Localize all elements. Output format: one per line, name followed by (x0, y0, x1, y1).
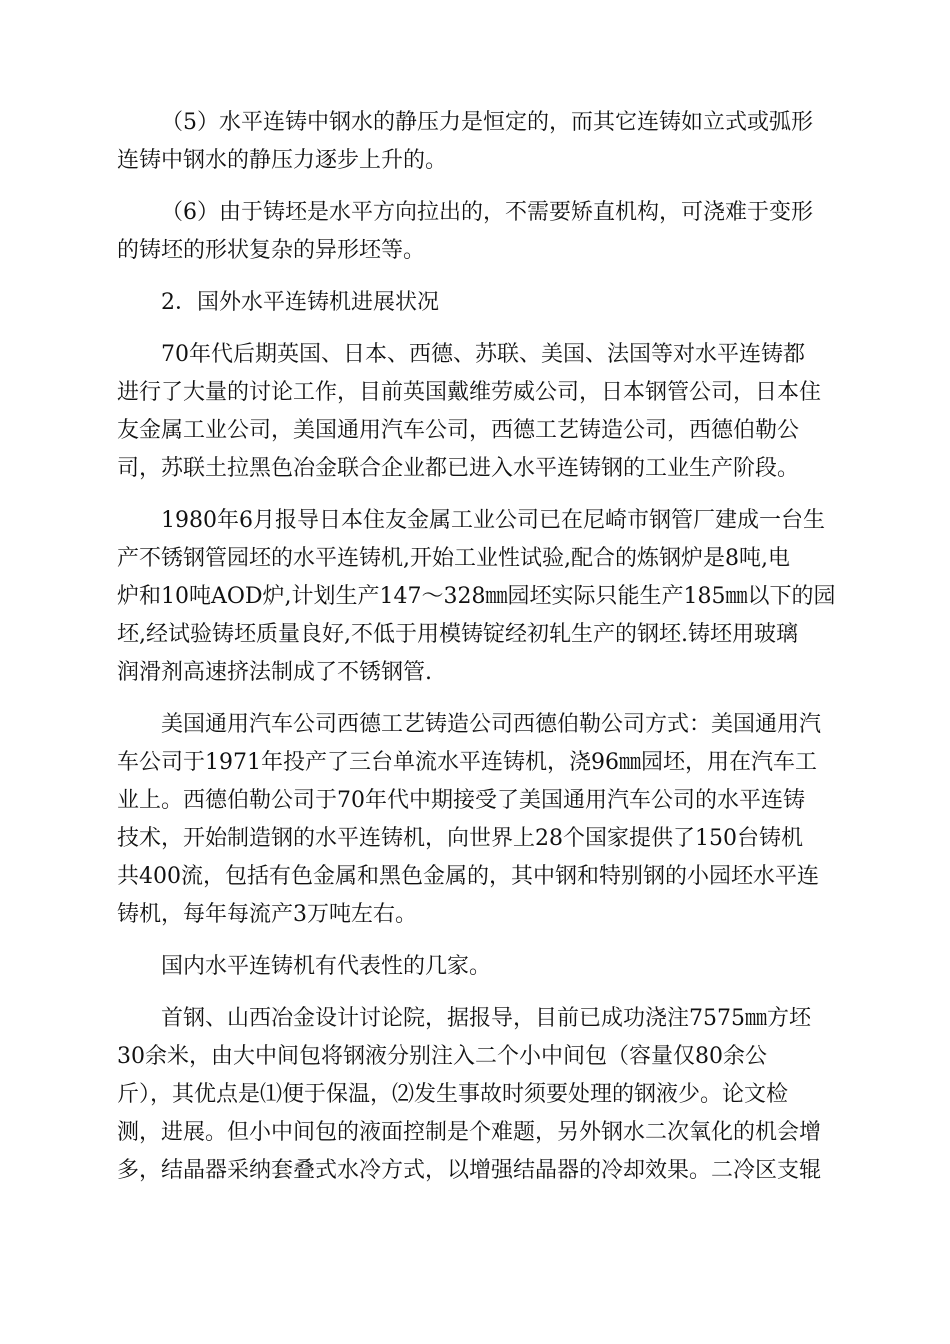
paragraph-foreign-research (117, 336, 833, 488)
text-line: 进行了大量的讨论工作，目前英国戴维劳威公司，日本钢管公司，日本住 (117, 380, 822, 405)
text-line: 技术，开始制造钢的水平连铸机，向世界上28个国家提供了150台铸机 (117, 826, 803, 851)
text-line: 车公司于1971年投产了三台单流水平连铸机，浇96㎜园坯，用在汽车工 (117, 750, 817, 775)
text-line: （5）水平连铸中钢水的静压力是恒定的，而其它连铸如立式或弧形 (161, 110, 813, 135)
text-line: 1980年6月报导日本住友金属工业公司已在尼崎市钢管厂建成一台生 (161, 508, 825, 533)
paragraph-item-5 (117, 104, 833, 180)
document-page (117, 104, 836, 1204)
text-line: 国内水平连铸机有代表性的几家。 (161, 954, 492, 979)
text-line: 业上。西德伯勒公司于70年代中期接受了美国通用汽车公司的水平连铸 (117, 788, 805, 813)
text-line: 多，结晶器采纳套叠式水冷方式，以增强结晶器的冷却效果。二冷区支辊 (117, 1158, 822, 1183)
text-line: 坯,经试验铸坯质量良好,不低于用模铸锭经初轧生产的钢坯.铸坯用玻璃 (117, 622, 798, 647)
paragraph-domestic-intro (117, 948, 833, 986)
text-line: 30余米，由大中间包将钢液分别注入二个小中间包（容量仅80余公 (117, 1044, 767, 1069)
text-line: 测，进展。但小中间包的液面控制是个难题，另外钢水二次氧化的机会增 (117, 1120, 822, 1145)
text-line: 的铸坯的形状复杂的异形坯等。 (117, 238, 426, 263)
text-line: 铸机，每年每流产3万吨左右。 (117, 902, 417, 927)
paragraph-item-6 (117, 194, 833, 270)
text-line: 友金属工业公司，美国通用汽车公司，西德工艺铸造公司，西德伯勒公 (117, 418, 800, 443)
text-line: 润滑剂高速挤法制成了不锈钢管. (117, 660, 432, 685)
paragraph-general-motors (117, 706, 833, 934)
text-line: 斤），其优点是⑴便于保温，⑵发生事故时须要处理的钢液少。论文检 (117, 1082, 789, 1107)
paragraph-shougang (117, 1000, 833, 1190)
section-heading (117, 284, 833, 322)
text-line: （6）由于铸坯是水平方向拉出的，不需要矫直机构，可浇难于变形 (161, 200, 813, 225)
text-line: 70年代后期英国、日本、西德、苏联、美国、法国等对水平连铸都 (161, 342, 805, 367)
heading-text: 2．国外水平连铸机进展状况 (161, 290, 439, 315)
text-line: 司，苏联土拉黑色冶金联合企业都已进入水平连铸钢的工业生产阶段。 (117, 456, 800, 481)
text-line: 产不锈钢管园坯的水平连铸机,开始工业性试验,配合的炼钢炉是8吨,电 (117, 546, 790, 571)
text-line: 连铸中钢水的静压力逐步上升的。 (117, 148, 448, 173)
text-line: 炉和10吨AOD炉,计划生产147～328㎜园坯实际只能生产185㎜以下的园 (117, 584, 836, 609)
text-line: 美国通用汽车公司西德工艺铸造公司西德伯勒公司方式：美国通用汽 (161, 712, 822, 737)
text-line: 首钢、山西冶金设计讨论院，据报导，目前已成功浇注7575㎜方坯 (161, 1006, 811, 1031)
text-line: 共400流，包括有色金属和黑色金属的，其中钢和特别钢的小园坯水平连 (117, 864, 819, 889)
paragraph-sumitomo-1980 (117, 502, 836, 692)
